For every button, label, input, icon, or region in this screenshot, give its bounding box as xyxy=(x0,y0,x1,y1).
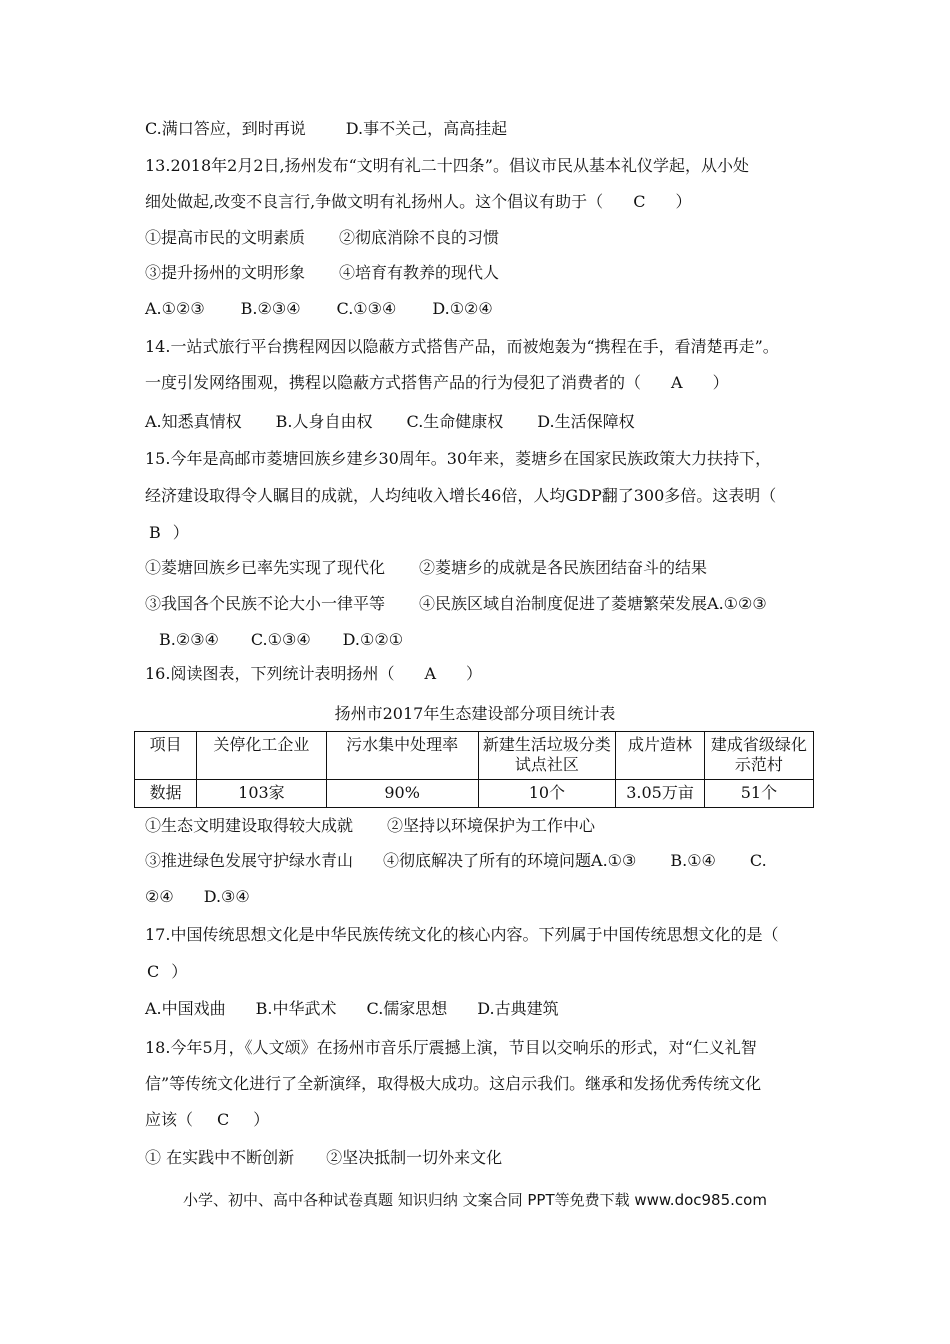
ecology-stats-table xyxy=(134,731,814,808)
q13-choices: A.①②③ B.②③④ C.①③④ D.①②④ xyxy=(145,299,493,318)
table-header-cell: 项目 xyxy=(135,732,197,780)
q13-options-row-1: ①提高市民的文明素质 ②彻底消除不良的习惯 xyxy=(145,228,500,247)
q13-stem-line-2: 细处做起,改变不良言行,争做文明有礼扬州人。这个倡议有助于（ C ） xyxy=(145,192,692,211)
q13-options-row-2: ③提升扬州的文明形象 ④培育有教养的现代人 xyxy=(145,263,500,282)
table-caption: 扬州市2017年生态建设部分项目统计表 xyxy=(334,704,616,723)
q15-stem-line-2: 经济建设取得令人瞩目的成就，人均纯收入增长46倍，人均GDP翻了300多倍。这表明（ xyxy=(145,486,777,505)
q14-stem-line-2: 一度引发网络围观，携程以隐蔽方式搭售产品的行为侵犯了消费者的（ A ） xyxy=(145,373,729,392)
q17-choices: A.中国戏曲 B.中华武术 C.儒家思想 D.古典建筑 xyxy=(145,999,559,1018)
table-header-cell: 建成省级绿化示范村 xyxy=(704,732,813,780)
table-header-row xyxy=(135,732,814,780)
table-cell: 51个 xyxy=(704,780,813,808)
table-header-cell: 成片造林 xyxy=(616,732,705,780)
table-header-cell: 污水集中处理率 xyxy=(326,732,478,780)
q17-answer: C xyxy=(147,962,160,981)
q13-stem-line-1: 13.2018年2月2日,扬州发布“文明有礼二十四条”。倡议市民从基本礼仪学起，从小处 xyxy=(145,156,749,175)
q15-stem-line-1: 15.今年是高邮市菱塘回族乡建乡30周年。30年来，菱塘乡在国家民族政策大力扶持下， xyxy=(145,449,772,468)
q12-option-d: D.事不关己，高高挂起 xyxy=(345,119,508,138)
q13-answer: C xyxy=(633,192,646,211)
q16-options-row-2: ③推进绿色发展守护绿水青山 ④彻底解决了所有的环境问题A.①③ B.①④ C. xyxy=(145,851,767,870)
q18-options-row-1: ① 在实践中不断创新 ②坚决抵制一切外来文化 xyxy=(145,1148,503,1167)
q17-stem-line-1: 17.中国传统思想文化是中华民族传统文化的核心内容。下列属于中国传统思想文化的是（ xyxy=(145,925,779,944)
q14-choices: A.知悉真情权 B.人身自由权 C.生命健康权 D.生活保障权 xyxy=(145,412,635,431)
q15-choices: B.②③④ C.①③④ D.①②① xyxy=(159,630,404,649)
table-header-cell: 关停化工企业 xyxy=(197,732,326,780)
table-cell: 10个 xyxy=(478,780,616,808)
q15-answer: B xyxy=(149,523,161,542)
table-cell: 3.05万亩 xyxy=(616,780,705,808)
q16-answer: A xyxy=(424,664,437,683)
q16-options-row-1: ①生态文明建设取得较大成就 ②坚持以环境保护为工作中心 xyxy=(145,816,596,835)
q12-options-cd xyxy=(145,118,507,140)
q14-stem-line-1: 14.一站式旅行平台携程网因以隐蔽方式搭售产品，而被炮轰为“携程在手，看清楚再走”。 xyxy=(145,337,779,356)
q18-stem-line-1: 18.今年5月，《人文颂》在扬州市音乐厅震撼上演，节目以交响乐的形式，对“仁义礼智 xyxy=(145,1038,757,1057)
table-data-row xyxy=(135,780,814,808)
page-footer: 小学、初中、高中各种试卷真题 知识归纳 文案合同 PPT等免费下载 www.doc985.com xyxy=(183,1191,767,1209)
table-cell: 103家 xyxy=(197,780,326,808)
q17-stem-line-2: C ） xyxy=(147,962,188,981)
table-cell: 数据 xyxy=(135,780,197,808)
q15-options-row-2: ③我国各个民族不论大小一律平等 ④民族区域自治制度促进了菱塘繁荣发展A.①②③ xyxy=(145,594,767,613)
q12-option-c: C.满口答应，到时再说 xyxy=(145,119,306,138)
q14-answer: A xyxy=(671,373,683,392)
q18-stem-line-2: 信”等传统文化进行了全新演绎，取得极大成功。这启示我们。继承和发扬优秀传统文化 xyxy=(145,1074,762,1093)
q18-stem-line-3: 应该（ C ） xyxy=(145,1110,270,1129)
q16-choices-cont: ②④ D.③④ xyxy=(145,887,250,906)
q15-options-row-1: ①菱塘回族乡已率先实现了现代化 ②菱塘乡的成就是各民族团结奋斗的结果 xyxy=(145,558,708,577)
table-header-cell: 新建生活垃圾分类试点社区 xyxy=(478,732,616,780)
table-cell: 90% xyxy=(326,780,478,808)
q18-answer: C xyxy=(217,1110,230,1129)
q16-stem: 16.阅读图表，下列统计表明扬州（ A ） xyxy=(145,664,483,683)
q15-stem-line-3: B ） xyxy=(149,523,189,542)
